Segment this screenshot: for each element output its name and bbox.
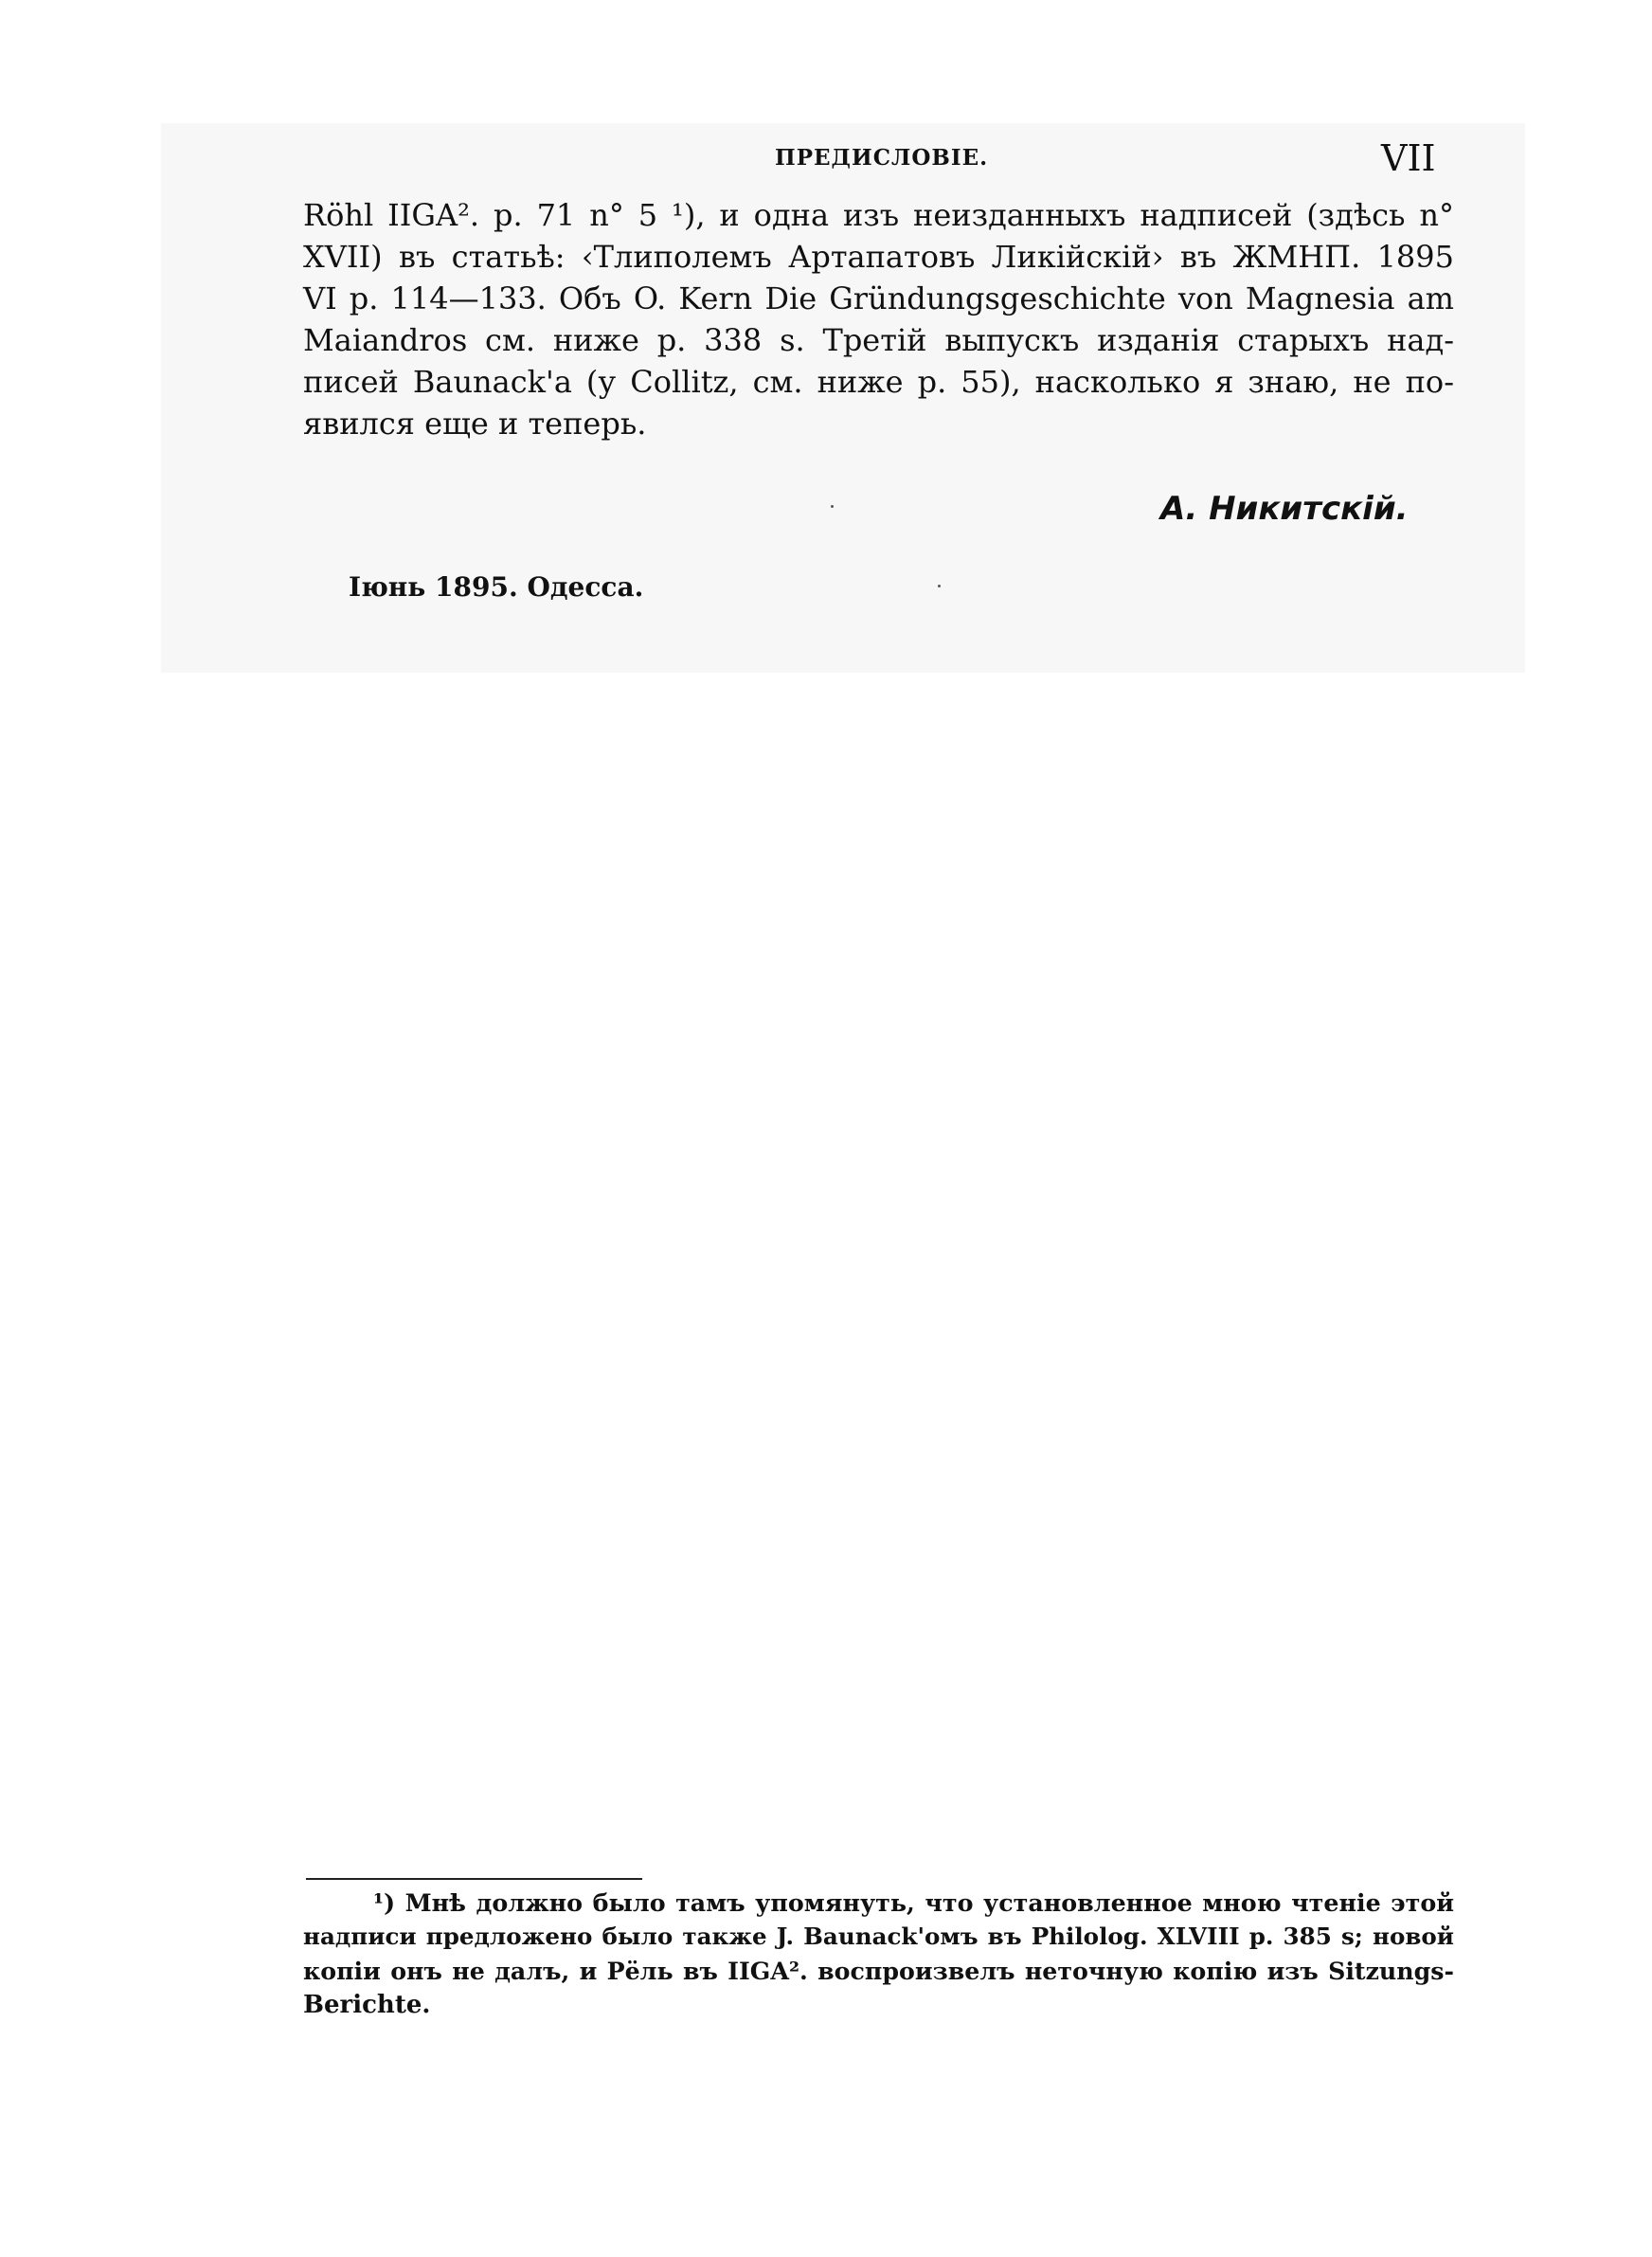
footnote-divider xyxy=(306,1878,642,1880)
page-number: VII xyxy=(1381,137,1436,179)
running-head xyxy=(0,137,1652,190)
scan-speck xyxy=(938,585,941,587)
body-line: Röhl IIGA². p. 71 n° 5 ¹), и одна изъ неизданныхъ надписей (здѣсь n° xyxy=(303,197,1454,233)
footnote-line: надписи предложено было также J. Baunack'омъ въ Philolog. XLVIII p. 385 s; новой xyxy=(303,1923,1454,1950)
author-signature: А. Никитскій. xyxy=(1160,490,1409,528)
body-line: Maiandros см. ниже p. 338 s. Третій выпускъ изданія старыхъ над- xyxy=(303,322,1454,358)
body-line: явился еще и теперь. xyxy=(303,406,647,442)
running-title: ПРЕДИСЛОВІЕ. xyxy=(775,145,989,171)
body-line: XVII) въ статьѣ: ‹Тлиполемъ Артапатовъ Ликiйскій› въ ЖМНП. 1895 xyxy=(303,239,1454,275)
footnote-line: Berichte. xyxy=(303,1991,431,2019)
body-line: писей Baunack'a (у Collitz, см. ниже p. 55), насколько я знаю, не по- xyxy=(303,364,1454,400)
dateline: Іюнь 1895. Одесса. xyxy=(349,571,644,603)
body-line: VI p. 114—133. Объ O. Kern Die Gründungsgeschichte von Magnesia am xyxy=(303,280,1454,316)
body-paragraph xyxy=(303,194,1454,444)
footnote-block xyxy=(303,1886,1454,2022)
footnote-line: копіи онъ не далъ, и Рёль въ IIGA². воспроизвелъ неточную копію изъ Sitzungs- xyxy=(303,1957,1454,1985)
footnote-line: ¹) Мнѣ должно было тамъ упомянуть, что установленное мною чтеніе этой xyxy=(373,1888,1454,1917)
scan-speck xyxy=(831,505,834,508)
